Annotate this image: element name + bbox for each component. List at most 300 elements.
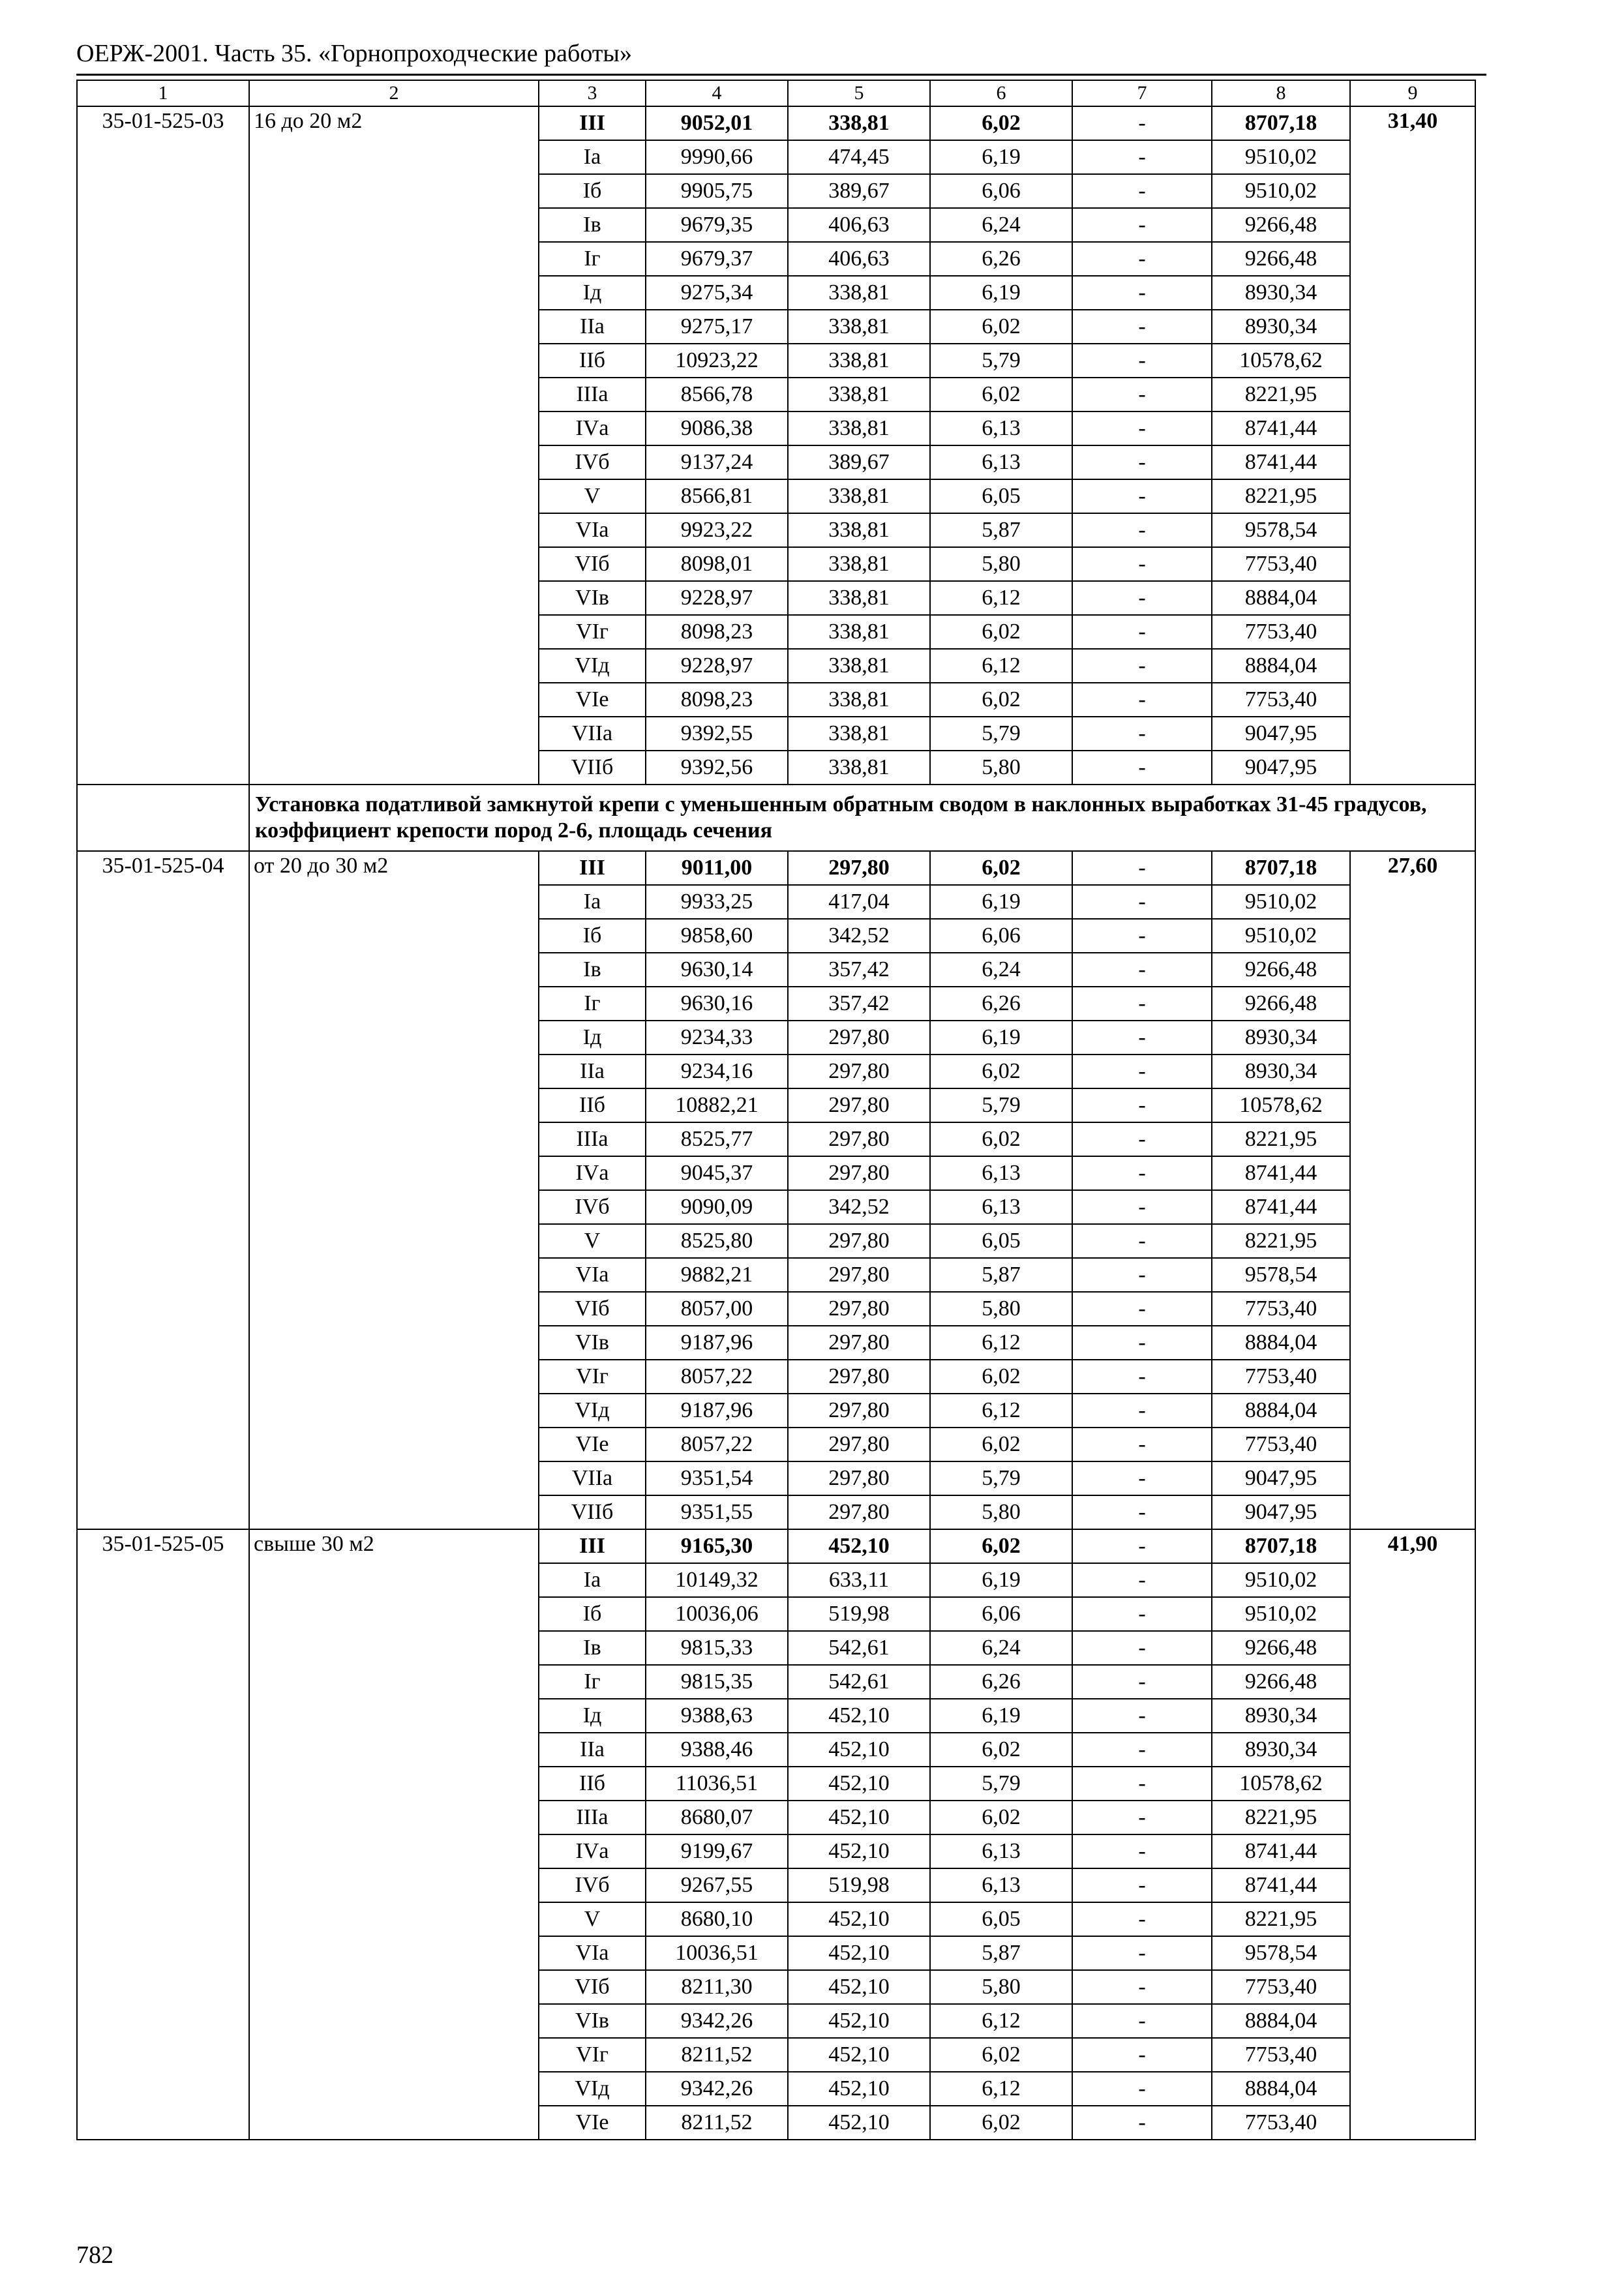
table-cell: 6,24 <box>930 953 1072 987</box>
table-cell: 8707,18 <box>1212 106 1350 140</box>
table-cell: 8211,52 <box>646 2106 788 2140</box>
table-cell: 338,81 <box>788 581 930 615</box>
table-cell: - <box>1072 885 1212 919</box>
column-header: 7 <box>1072 80 1212 106</box>
table-cell: - <box>1072 547 1212 581</box>
table-cell: VIе <box>539 2106 646 2140</box>
table-cell: - <box>1072 411 1212 445</box>
table-cell: - <box>1072 851 1212 885</box>
table-cell: 9266,48 <box>1212 953 1350 987</box>
table-cell: 389,67 <box>788 174 930 208</box>
table-cell: 338,81 <box>788 683 930 717</box>
table-cell: 9815,35 <box>646 1665 788 1699</box>
table-cell: - <box>1072 2004 1212 2038</box>
table-cell: 10882,21 <box>646 1088 788 1122</box>
table-cell: 6,12 <box>930 649 1072 683</box>
table-cell: 8221,95 <box>1212 1902 1350 1936</box>
table-cell: 6,12 <box>930 1326 1072 1360</box>
table-cell: 338,81 <box>788 615 930 649</box>
table-cell: 9090,09 <box>646 1190 788 1224</box>
table-cell: 10578,62 <box>1212 344 1350 378</box>
table-cell: - <box>1072 479 1212 513</box>
table-cell: 8884,04 <box>1212 2072 1350 2106</box>
table-cell: 452,10 <box>788 1970 930 2004</box>
table-cell: - <box>1072 953 1212 987</box>
table-cell: 452,10 <box>788 1801 930 1834</box>
table-cell: - <box>1072 1360 1212 1394</box>
table-cell: 9165,30 <box>646 1529 788 1563</box>
table-cell: 5,79 <box>930 1088 1072 1122</box>
table-cell: 338,81 <box>788 310 930 344</box>
table-cell: - <box>1072 1699 1212 1733</box>
column-header: 9 <box>1350 80 1475 106</box>
table-cell: 10578,62 <box>1212 1767 1350 1801</box>
table-cell: Iа <box>539 1563 646 1597</box>
table-cell: - <box>1072 1563 1212 1597</box>
table-cell: 6,02 <box>930 1733 1072 1767</box>
table-cell: 6,12 <box>930 2004 1072 2038</box>
table-cell: 6,02 <box>930 851 1072 885</box>
table-cell: 5,79 <box>930 717 1072 751</box>
table-cell: 9578,54 <box>1212 1258 1350 1292</box>
table-cell: 9679,35 <box>646 208 788 242</box>
table-cell: - <box>1072 1428 1212 1461</box>
table-cell: 338,81 <box>788 276 930 310</box>
table-cell: 8057,22 <box>646 1428 788 1461</box>
table-cell: Iд <box>539 276 646 310</box>
table-cell: 8930,34 <box>1212 1733 1350 1767</box>
rate-code: 35-01-525-03 <box>77 106 249 785</box>
table-cell: VIг <box>539 615 646 649</box>
table-cell: 9234,33 <box>646 1021 788 1055</box>
table-cell: 338,81 <box>788 547 930 581</box>
table-cell: 8221,95 <box>1212 1122 1350 1156</box>
table-row <box>77 106 1475 140</box>
table-cell: - <box>1072 987 1212 1021</box>
table-cell: 8211,52 <box>646 2038 788 2072</box>
table-cell: 5,79 <box>930 1461 1072 1495</box>
table-cell: - <box>1072 581 1212 615</box>
table-cell: 9815,33 <box>646 1631 788 1665</box>
table-cell: 9266,48 <box>1212 1631 1350 1665</box>
table-cell: 452,10 <box>788 1902 930 1936</box>
column-header: 4 <box>646 80 788 106</box>
table-cell: Iв <box>539 953 646 987</box>
table-cell: 7753,40 <box>1212 1360 1350 1394</box>
table-cell: 6,06 <box>930 919 1072 953</box>
table-cell: VIв <box>539 581 646 615</box>
table-cell: 8221,95 <box>1212 1224 1350 1258</box>
rate-description: 16 до 20 м2 <box>249 106 539 785</box>
table-cell: 297,80 <box>788 1292 930 1326</box>
table-cell: VIб <box>539 547 646 581</box>
table-cell: 8525,77 <box>646 1122 788 1156</box>
table-cell: 5,87 <box>930 1936 1072 1970</box>
table-cell: 8057,00 <box>646 1292 788 1326</box>
table-cell: 297,80 <box>788 851 930 885</box>
table-cell: 8930,34 <box>1212 1055 1350 1088</box>
table-cell: - <box>1072 1834 1212 1868</box>
table-cell: 6,13 <box>930 1156 1072 1190</box>
table-cell: Iв <box>539 208 646 242</box>
table-cell: 338,81 <box>788 479 930 513</box>
table-cell: - <box>1072 1088 1212 1122</box>
table-cell: IIа <box>539 1055 646 1088</box>
table-cell: 9510,02 <box>1212 885 1350 919</box>
table-cell: 9187,96 <box>646 1326 788 1360</box>
table-cell: 5,80 <box>930 1970 1072 2004</box>
table-cell: 9266,48 <box>1212 242 1350 276</box>
table-cell: 8221,95 <box>1212 378 1350 411</box>
table-cell: 6,02 <box>930 615 1072 649</box>
table-cell: 6,06 <box>930 174 1072 208</box>
table-cell: 9045,37 <box>646 1156 788 1190</box>
column-header: 1 <box>77 80 249 106</box>
table-cell: 8741,44 <box>1212 1834 1350 1868</box>
table-cell: - <box>1072 683 1212 717</box>
section-title-row <box>77 785 1475 851</box>
table-cell: 297,80 <box>788 1055 930 1088</box>
table-cell: 452,10 <box>788 2106 930 2140</box>
table-cell: Iа <box>539 140 646 174</box>
labor-cost: 31,40 <box>1350 106 1475 785</box>
column-header-row <box>77 80 1475 106</box>
table-cell: III <box>539 851 646 885</box>
table-cell: 8221,95 <box>1212 479 1350 513</box>
table-cell: 452,10 <box>788 2004 930 2038</box>
table-cell: 8930,34 <box>1212 1021 1350 1055</box>
table-cell: 7753,40 <box>1212 683 1350 717</box>
table-cell: 6,02 <box>930 1122 1072 1156</box>
table-cell: 6,02 <box>930 1428 1072 1461</box>
table-cell: - <box>1072 1529 1212 1563</box>
table-cell: IIIа <box>539 1801 646 1834</box>
table-cell: 5,87 <box>930 1258 1072 1292</box>
table-cell: 8707,18 <box>1212 1529 1350 1563</box>
table-cell: 6,13 <box>930 1868 1072 1902</box>
table-cell: 8566,81 <box>646 479 788 513</box>
table-cell: VIв <box>539 2004 646 2038</box>
table-cell: 9630,16 <box>646 987 788 1021</box>
table-cell: 338,81 <box>788 106 930 140</box>
table-cell: 452,10 <box>788 1699 930 1733</box>
table-cell: 8884,04 <box>1212 2004 1350 2038</box>
table-cell: 6,19 <box>930 140 1072 174</box>
table-cell: 297,80 <box>788 1326 930 1360</box>
table-cell: 9510,02 <box>1212 919 1350 953</box>
table-cell: 9047,95 <box>1212 1495 1350 1529</box>
table-cell: - <box>1072 1767 1212 1801</box>
table-cell: - <box>1072 2106 1212 2140</box>
table-cell: 297,80 <box>788 1258 930 1292</box>
table-cell: Iд <box>539 1021 646 1055</box>
table-cell: 9275,34 <box>646 276 788 310</box>
table-cell: 338,81 <box>788 344 930 378</box>
table-cell: 452,10 <box>788 1529 930 1563</box>
table-cell: 9933,25 <box>646 885 788 919</box>
table-cell: 338,81 <box>788 513 930 547</box>
table-cell: 9510,02 <box>1212 140 1350 174</box>
table-row <box>77 1529 1475 1563</box>
rate-description: свыше 30 м2 <box>249 1529 539 2140</box>
header-rule <box>76 74 1486 76</box>
table-cell: 9510,02 <box>1212 1563 1350 1597</box>
table-cell: - <box>1072 2038 1212 2072</box>
table-cell: - <box>1072 1597 1212 1631</box>
table-cell: 8741,44 <box>1212 1190 1350 1224</box>
table-cell: III <box>539 1529 646 1563</box>
table-cell: VIд <box>539 1394 646 1428</box>
table-cell: 474,45 <box>788 140 930 174</box>
table-cell: 8930,34 <box>1212 276 1350 310</box>
table-cell: - <box>1072 1224 1212 1258</box>
table-cell: 9578,54 <box>1212 1936 1350 1970</box>
table-cell: VIг <box>539 1360 646 1394</box>
page-header: ОЕРЖ-2001. Часть 35. «Горнопроходческие работы» <box>76 40 632 67</box>
table-cell: 9858,60 <box>646 919 788 953</box>
table-cell: 9234,16 <box>646 1055 788 1088</box>
table-cell: 297,80 <box>788 1461 930 1495</box>
table-cell: 6,02 <box>930 2038 1072 2072</box>
table-cell: Iг <box>539 987 646 1021</box>
table-cell: 406,63 <box>788 208 930 242</box>
table-cell: 452,10 <box>788 1733 930 1767</box>
table-cell: 417,04 <box>788 885 930 919</box>
table-cell: 10036,06 <box>646 1597 788 1631</box>
table-cell: 297,80 <box>788 1224 930 1258</box>
table-cell: 8566,78 <box>646 378 788 411</box>
table-cell: 9266,48 <box>1212 208 1350 242</box>
column-header: 8 <box>1212 80 1350 106</box>
table-cell: 8525,80 <box>646 1224 788 1258</box>
table-cell: 9267,55 <box>646 1868 788 1902</box>
table-cell: 8098,23 <box>646 683 788 717</box>
table-cell: 9266,48 <box>1212 1665 1350 1699</box>
table-cell: 338,81 <box>788 649 930 683</box>
table-cell: 542,61 <box>788 1631 930 1665</box>
table-cell: - <box>1072 1326 1212 1360</box>
table-cell: 6,02 <box>930 683 1072 717</box>
table-cell: - <box>1072 242 1212 276</box>
table-cell: - <box>1072 2072 1212 2106</box>
table-cell: Iг <box>539 1665 646 1699</box>
table-cell: 633,11 <box>788 1563 930 1597</box>
table-cell: - <box>1072 1156 1212 1190</box>
table-cell: Iб <box>539 174 646 208</box>
table-cell: - <box>1072 106 1212 140</box>
table-cell: 8884,04 <box>1212 1326 1350 1360</box>
table-cell: 6,02 <box>930 106 1072 140</box>
table-cell: 9882,21 <box>646 1258 788 1292</box>
table-cell: 9351,55 <box>646 1495 788 1529</box>
table-cell: 6,19 <box>930 1699 1072 1733</box>
table-cell: 10578,62 <box>1212 1088 1350 1122</box>
table-cell: 338,81 <box>788 378 930 411</box>
table-cell: 7753,40 <box>1212 1428 1350 1461</box>
page-number: 782 <box>76 2241 113 2269</box>
table-cell: - <box>1072 1902 1212 1936</box>
table-cell: VIIа <box>539 1461 646 1495</box>
table-cell: 452,10 <box>788 1834 930 1868</box>
table-cell: 297,80 <box>788 1360 930 1394</box>
table-cell: 7753,40 <box>1212 2038 1350 2072</box>
table-cell: - <box>1072 208 1212 242</box>
table-cell: 9342,26 <box>646 2072 788 2106</box>
table-cell: 6,24 <box>930 1631 1072 1665</box>
table-cell: 6,02 <box>930 1360 1072 1394</box>
table-cell: 9679,37 <box>646 242 788 276</box>
table-cell: 5,80 <box>930 751 1072 785</box>
table-cell: - <box>1072 310 1212 344</box>
table-cell: 6,06 <box>930 1597 1072 1631</box>
table-cell: VIIб <box>539 751 646 785</box>
table-cell: 297,80 <box>788 1428 930 1461</box>
table-cell: 6,13 <box>930 1834 1072 1868</box>
table-cell: VIб <box>539 1292 646 1326</box>
table-cell: 8057,22 <box>646 1360 788 1394</box>
table-cell: - <box>1072 1970 1212 2004</box>
table-cell: 9047,95 <box>1212 717 1350 751</box>
table-cell: 8098,01 <box>646 547 788 581</box>
table-cell: - <box>1072 1936 1212 1970</box>
table-cell: 5,80 <box>930 1495 1072 1529</box>
table-cell: 297,80 <box>788 1156 930 1190</box>
table-cell: IIа <box>539 310 646 344</box>
table-cell: 6,26 <box>930 242 1072 276</box>
table-cell: VIе <box>539 1428 646 1461</box>
table-cell: IIа <box>539 1733 646 1767</box>
table-cell: 297,80 <box>788 1394 930 1428</box>
table-cell: IVа <box>539 411 646 445</box>
table-cell: - <box>1072 751 1212 785</box>
table-cell: 9630,14 <box>646 953 788 987</box>
table-cell: 7753,40 <box>1212 1970 1350 2004</box>
table-cell: 8930,34 <box>1212 310 1350 344</box>
table-cell: 6,02 <box>930 378 1072 411</box>
table-cell: 338,81 <box>788 411 930 445</box>
table-cell: 7753,40 <box>1212 2106 1350 2140</box>
labor-cost: 41,90 <box>1350 1529 1475 2140</box>
table-cell: - <box>1072 1733 1212 1767</box>
table-cell: 6,24 <box>930 208 1072 242</box>
table-cell: VIIа <box>539 717 646 751</box>
table-cell: 519,98 <box>788 1868 930 1902</box>
table-cell: IIб <box>539 344 646 378</box>
table-cell: VIб <box>539 1970 646 2004</box>
table-cell: - <box>1072 140 1212 174</box>
table-cell: 6,12 <box>930 1394 1072 1428</box>
table-cell: 9199,67 <box>646 1834 788 1868</box>
table-cell: 8884,04 <box>1212 649 1350 683</box>
table-cell: 9510,02 <box>1212 174 1350 208</box>
table-cell: - <box>1072 1665 1212 1699</box>
table-cell: 6,19 <box>930 885 1072 919</box>
table-cell: 8930,34 <box>1212 1699 1350 1733</box>
table-cell: 6,02 <box>930 1055 1072 1088</box>
table-cell: VIе <box>539 683 646 717</box>
table-cell: IVб <box>539 1868 646 1902</box>
section-spacer <box>77 785 249 851</box>
table-row <box>77 851 1475 885</box>
table-cell: 297,80 <box>788 1122 930 1156</box>
table-cell: VIд <box>539 2072 646 2106</box>
table-cell: - <box>1072 1461 1212 1495</box>
table-cell: V <box>539 479 646 513</box>
table-cell: 10149,32 <box>646 1563 788 1597</box>
table-cell: 5,79 <box>930 1767 1072 1801</box>
table-cell: - <box>1072 919 1212 953</box>
table-cell: - <box>1072 1021 1212 1055</box>
table-cell: 9011,00 <box>646 851 788 885</box>
table-cell: IIб <box>539 1767 646 1801</box>
table-cell: 6,02 <box>930 1801 1072 1834</box>
table-cell: - <box>1072 649 1212 683</box>
table-cell: 8884,04 <box>1212 581 1350 615</box>
table-cell: 6,13 <box>930 445 1072 479</box>
table-cell: 7753,40 <box>1212 1292 1350 1326</box>
table-cell: IVа <box>539 1156 646 1190</box>
table-cell: 9351,54 <box>646 1461 788 1495</box>
table-cell: VIг <box>539 2038 646 2072</box>
table-cell: - <box>1072 1631 1212 1665</box>
table-cell: 9392,56 <box>646 751 788 785</box>
table-cell: 9228,97 <box>646 649 788 683</box>
table-cell: 5,79 <box>930 344 1072 378</box>
table-cell: - <box>1072 1868 1212 1902</box>
table-cell: 6,05 <box>930 479 1072 513</box>
table-cell: 342,52 <box>788 919 930 953</box>
rate-code: 35-01-525-05 <box>77 1529 249 2140</box>
table-cell: - <box>1072 1495 1212 1529</box>
table-cell: IVб <box>539 1190 646 1224</box>
table-cell: 8680,10 <box>646 1902 788 1936</box>
table-cell: 9047,95 <box>1212 751 1350 785</box>
table-cell: - <box>1072 378 1212 411</box>
table-cell: - <box>1072 1394 1212 1428</box>
table-cell: 9388,63 <box>646 1699 788 1733</box>
table-cell: IVа <box>539 1834 646 1868</box>
table-cell: 9086,38 <box>646 411 788 445</box>
table-cell: - <box>1072 1258 1212 1292</box>
table-cell: 5,80 <box>930 547 1072 581</box>
column-header: 2 <box>249 80 539 106</box>
table-cell: 452,10 <box>788 1936 930 1970</box>
table-cell: Iа <box>539 885 646 919</box>
table-cell: - <box>1072 1122 1212 1156</box>
table-cell: 8741,44 <box>1212 1868 1350 1902</box>
table-cell: VIа <box>539 513 646 547</box>
table-cell: 9275,17 <box>646 310 788 344</box>
table-cell: 519,98 <box>788 1597 930 1631</box>
table-cell: 542,61 <box>788 1665 930 1699</box>
table-cell: 6,02 <box>930 1529 1072 1563</box>
rates-table <box>76 80 1476 2140</box>
table-cell: - <box>1072 1190 1212 1224</box>
table-cell: 452,10 <box>788 2038 930 2072</box>
table-cell: 8211,30 <box>646 1970 788 2004</box>
table-cell: - <box>1072 174 1212 208</box>
table-cell: - <box>1072 717 1212 751</box>
table-cell: 11036,51 <box>646 1767 788 1801</box>
rate-code: 35-01-525-04 <box>77 851 249 1529</box>
table-cell: 5,80 <box>930 1292 1072 1326</box>
table-cell: IIIа <box>539 1122 646 1156</box>
table-cell: 9578,54 <box>1212 513 1350 547</box>
table-cell: 9342,26 <box>646 2004 788 2038</box>
table-cell: 6,12 <box>930 2072 1072 2106</box>
table-cell: 6,13 <box>930 1190 1072 1224</box>
table-cell: 297,80 <box>788 1495 930 1529</box>
